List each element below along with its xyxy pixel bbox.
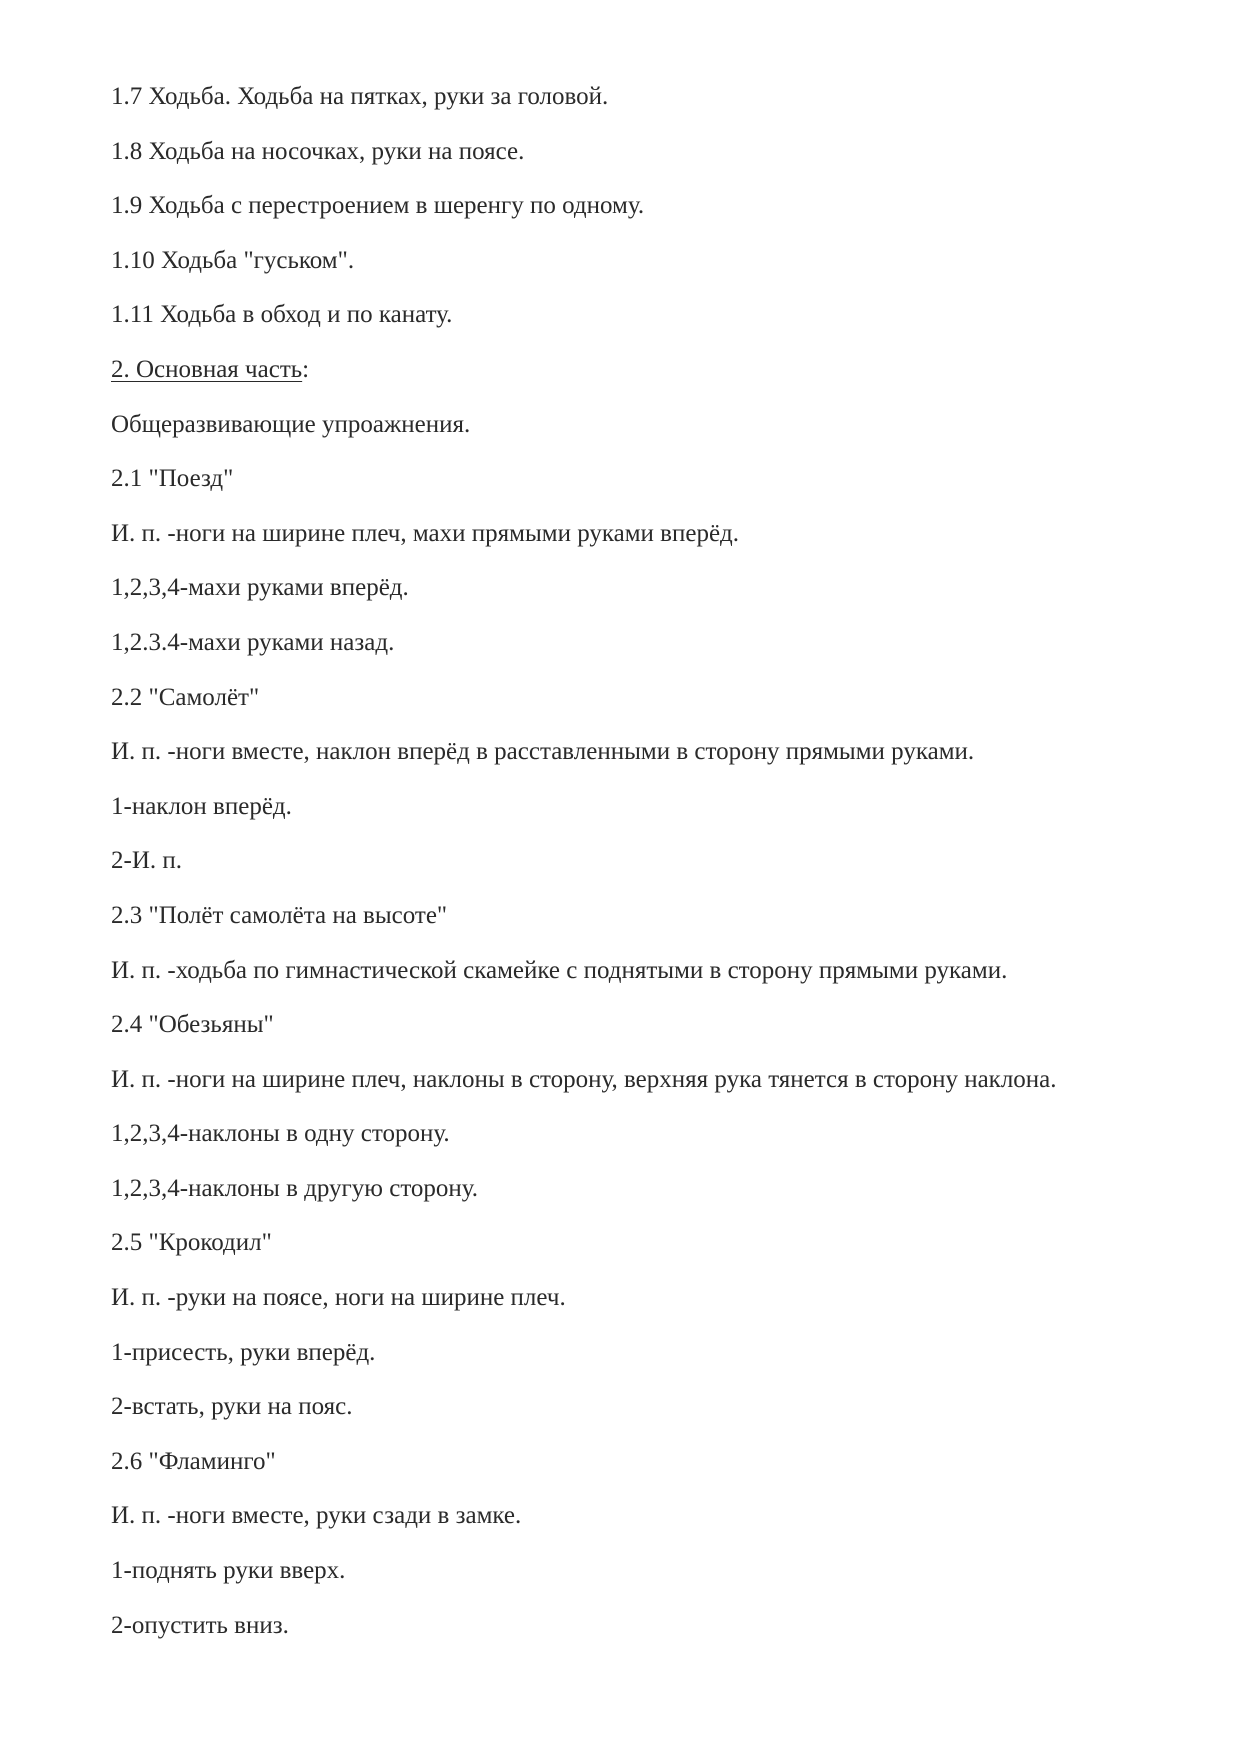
exercise-title: 2.3 "Полёт самолёта на высоте" bbox=[111, 901, 448, 929]
text-line: 1,2,3,4-махи руками вперёд. bbox=[111, 574, 409, 602]
text-line: 2-опустить вниз. bbox=[111, 1611, 289, 1639]
text-line: 1.11 Ходьба в обход и по канату. bbox=[111, 301, 453, 329]
text-line: 2-встать, руки на пояс. bbox=[111, 1393, 353, 1421]
text-line: И. п. -ноги на ширине плеч, наклоны в сторону, верхняя рука тянется в сторону наклона. bbox=[111, 1065, 1057, 1093]
section-heading bbox=[111, 343, 1171, 398]
text-line: 1.7 Ходьба. Ходьба на пятках, руки за головой. bbox=[111, 83, 609, 110]
text-line: 1-присесть, руки вперёд. bbox=[111, 1338, 376, 1366]
text-line: 1.9 Ходьба с перестроением в шеренгу по одному. bbox=[111, 192, 645, 220]
text-line: 1-наклон вперёд. bbox=[111, 792, 292, 820]
exercise-title: 2.4 "Обезьяны" bbox=[111, 1011, 274, 1039]
text-line: 1.8 Ходьба на носочках, руки на поясе. bbox=[111, 137, 525, 165]
text-line: 1.10 Ходьба "гуськом". bbox=[111, 246, 355, 274]
text-line: 2-И. п. bbox=[111, 847, 183, 875]
text-line: И. п. -ноги на ширине плеч, махи прямыми руками вперёд. bbox=[111, 519, 740, 547]
exercise-title: 2.2 "Самолёт" bbox=[111, 683, 260, 711]
section-heading-colon: : bbox=[302, 355, 310, 383]
text-line: 1-поднять руки вверх. bbox=[111, 1557, 346, 1585]
document-body bbox=[111, 70, 1171, 1653]
exercise-title: 2.6 "Фламинго" bbox=[111, 1447, 276, 1475]
text-line: И. п. -ходьба по гимнастической скамейке с поднятыми в сторону прямыми руками. bbox=[111, 956, 1008, 984]
exercise-title: 2.5 "Крокодил" bbox=[111, 1229, 272, 1257]
text-line: И. п. -ноги вместе, руки сзади в замке. bbox=[111, 1502, 522, 1530]
text-line: 1,2,3,4-наклоны в другую сторону. bbox=[111, 1174, 479, 1202]
text-line: Общеразвивающие упроажнения. bbox=[111, 410, 471, 438]
text-line: 1,2,3,4-наклоны в одну сторону. bbox=[111, 1120, 450, 1148]
text-line: И. п. -ноги вместе, наклон вперёд в расставленными в сторону прямыми руками. bbox=[111, 738, 975, 766]
text-line: 1,2.3.4-махи руками назад. bbox=[111, 628, 395, 656]
exercise-title: 2.1 "Поезд" bbox=[111, 465, 234, 493]
section-heading-title: 2. Основная часть bbox=[111, 355, 303, 383]
text-line: И. п. -руки на поясе, ноги на ширине плеч. bbox=[111, 1284, 566, 1312]
